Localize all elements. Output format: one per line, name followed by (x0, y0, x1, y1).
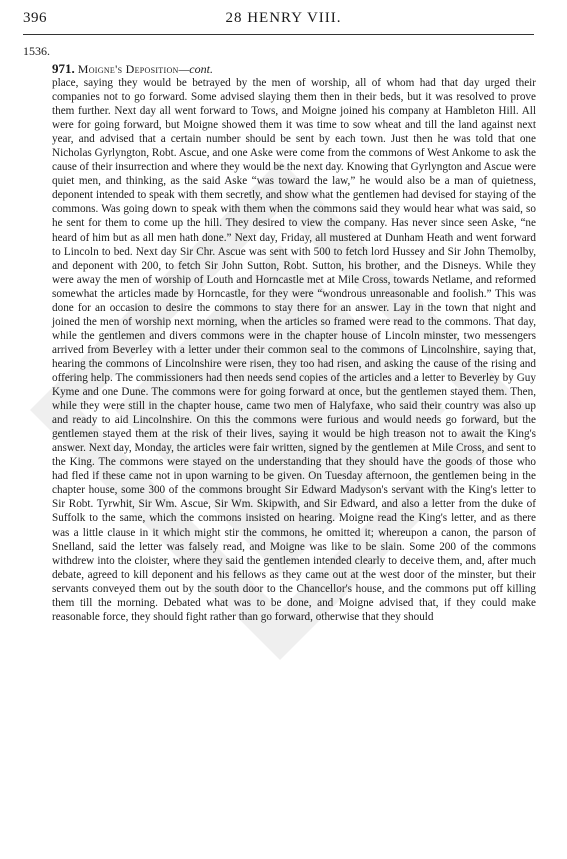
entry-continuation: —cont. (178, 62, 213, 76)
entry-body-text: place, saying they would be betrayed by the men of worship, all of whom had that day urged their companies not to go forward. Some advised slaying them then in their beds, but it was resolved to prove them further. Next day all went forward to Tows, and Moigne joined his company at Hambleton Hill. All were for going forward, but Moigne showed them it was time to sow wheat and till the land against next year, and advised that a certain number should be sent by each town. Just then he was told that one Nicholas Gyrlyngton, Robt. Ascue, and one Aske were come from the commons of West Ankome to ask the cause of their insurrection and where they would be the next day. Knowing that Gyrlyngton and Ascue were quiet men, and thinking, as the said Aske “was toward the law,” he would also be a man of quietness, deponent intended to speak with them secretly, and show what the gentlemen had devised for staying of the commons. Was going down to speak with them when the commons said they would hear what was said, so he sent for them to come up the hill. They desired to view the company. Has never since seen Aske, “ne heard of him but as all men hath done.” Next day, Friday, all mustered at Dunham Heath and went forward to Lincoln to bed. Next day Sir Chr. Ascue was sent with 500 to fetch lord Hussey and Sir John Themolby, and deponent with 200, to fetch Sir John Sutton, Robt. Sutton, his brother, and the Disneys. While they were away the men of worship of Louth and Horncastle met at Mile Cross, towards Netlame, and reformed somewhat the articles made by Horncastle, for they were “wondrous unreasonable and foolish.” This was done for an occasion to desire the commons to stay there for an answer. Lay in the town that night and joined the men of worship next morning, when the articles so framed were read to the commons. That day, while the gentlemen and divers commons were in the chapter house of Lincoln minster, two messengers arrived from Beverley with a letter under their common seal to the commons of Lincolnshire, saying that, hearing the commons of Lincolnshire were risen, they too had risen, and asking the cause of the rising and offering help. The commissioners had then needs send copies of the articles and a letter to Beverley by Guy Kyme and one Dune. The commons were for going forward at once, but the gentlemen stayed them. Then, while they were still in the chapter house, came two men of Halyfaxe, who said their country was also up and ready to aid Lincolnshire. On this the commons were furious and would needs go forward, but the gentlemen stayed them at the risk of their lives, saying it would be high treason not to await the King's answer. Next day, Monday, the articles were fair written, signed by the gentlemen at Mile Cross, and sent to the King. The commons were stayed on the understanding that they should have the goods of those who had fled if these came not in upon warning to be given. On Tuesday afternoon, the gentlemen being in the chapter house, some 300 of the commons brought Sir Edward Madyson's servant with the King's letter to Sir Robt. Tyrwhit, Sir Wm. Ascue, Sir Wm. Skipwith, and Sir Edward, and also a letter from the duke of Suffolk to the same, which the commons insisted on hearing. Moigne read the King's letter, and as there was a little clause in it which might stir the commons, he omitted it; whereupon a canon, the parson of Snelland, said the letter was falsely read, and Moigne was like to be slain. Some 200 of the commons withdrew into the cloister, where they said the gentlemen intended clearly to deceive them, and, after much debate, agreed to kill deponent and his fellows as they came out at the west door of the minster, but their servants conveyed them out by the south door to the Chancellor's house, and the commons put off killing them till the morning. Debated what was to be done, and Moigne advised that, if they could make reasonable force, they should fight rather than go forward, otherwise that they should (52, 77, 536, 623)
page-header (0, 10, 567, 34)
header-rule (23, 34, 534, 35)
entry-title: Moigne's Deposition (77, 62, 179, 76)
entry-number: 971. (52, 61, 75, 76)
margin-year: 1536. (23, 44, 50, 58)
entry-heading (52, 61, 213, 77)
running-head: 28 HENRY VIII. (225, 10, 342, 26)
page-number: 396 (23, 10, 47, 26)
